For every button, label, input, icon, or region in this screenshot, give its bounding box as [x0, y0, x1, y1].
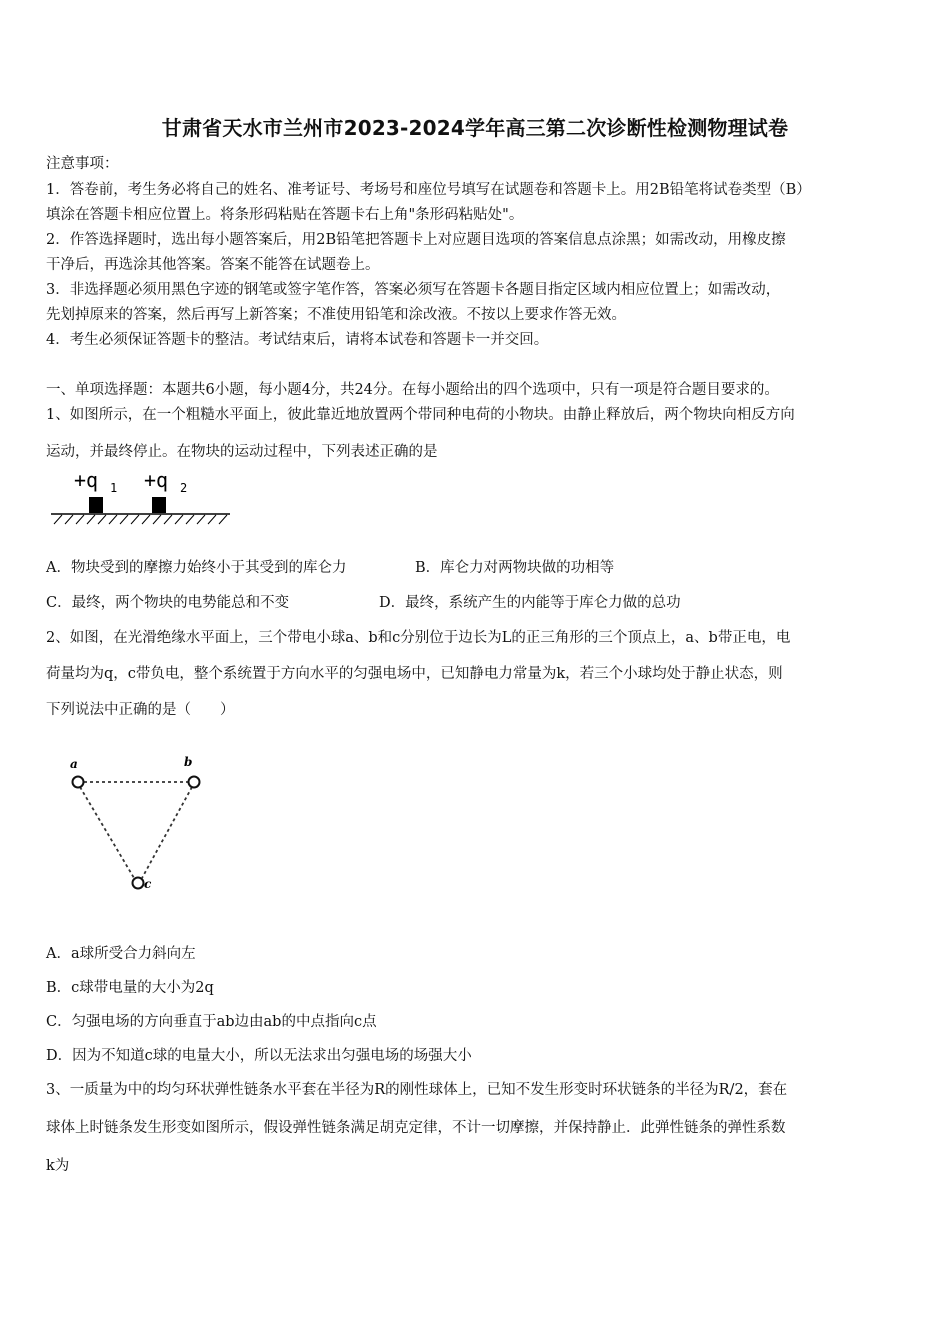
ground-hatching: [54, 515, 227, 524]
notice-line: 4．考生必须保证答题卡的整洁。考试结束后，请将本试卷和答题卡一并交回。: [46, 332, 549, 348]
q1-option-d[interactable]: D．最终，系统产生的内能等于库仑力做的总功: [379, 595, 681, 611]
q1-label-q2: +q: [144, 468, 169, 492]
q1-sub-q1: 1: [110, 481, 118, 495]
ball-b: [189, 777, 200, 788]
ball-a: [73, 777, 84, 788]
page-title: 甘肃省天水市兰州市2023-2024学年高三第二次诊断性检测物理试卷: [161, 116, 789, 140]
q3-stem-line: k为: [46, 1158, 70, 1174]
notice-heading: 注意事项：: [46, 156, 119, 172]
q3-stem-line: 球体上时链条发生形变如图所示，假设弹性链条满足胡克定律，不计一切摩擦，并保持静止．此弹性链条的弹性系数: [46, 1120, 786, 1136]
q1-option-a[interactable]: A．物块受到的摩擦力始终小于其受到的库仑力: [46, 560, 347, 576]
q1-stem-line: 运动，并最终停止。在物块的运动过程中，下列表述正确的是: [46, 444, 438, 460]
label-a: a: [70, 757, 78, 771]
block-q2: [152, 497, 166, 513]
q2-option-d[interactable]: D．因为不知道c球的电量大小，所以无法求出匀强电场的场强大小: [46, 1048, 472, 1064]
q2-stem-line: 下列说法中正确的是（ ）: [46, 702, 235, 718]
q1-option-c[interactable]: C．最终，两个物块的电势能总和不变: [46, 595, 290, 611]
q3-stem-line: 3、一质量为中的均匀环状弹性链条水平套在半径为R的刚性球体上，已知不发生形变时环状链条的半径为R/2，套在: [46, 1082, 788, 1098]
edge-bc: [142, 787, 192, 878]
q2-stem-line: 荷量均为q，c带负电，整个系统置于方向水平的匀强电场中，已知静电力常量为k，若三个小球均处于静止状态，则: [46, 666, 783, 682]
notice-line: 填涂在答题卡相应位置上。将条形码粘贴在答题卡右上角"条形码粘贴处"。: [46, 207, 524, 223]
edge-ac: [80, 787, 134, 878]
q1-option-b[interactable]: B．库仑力对两物块做的功相等: [415, 560, 615, 576]
q2-figure: [64, 754, 214, 894]
notice-line: 先划掉原来的答案，然后再写上新答案；不准使用铅笔和涂改液。不按以上要求作答无效。: [46, 307, 626, 323]
q1-label-q1: +q: [74, 468, 99, 492]
q2-stem-line: 2、如图，在光滑绝缘水平面上，三个带电小球a、b和c分别位于边长为L的正三角形的三个顶点上，a、b带正电，电: [46, 630, 791, 646]
q2-option-a[interactable]: A．a球所受合力斜向左: [46, 946, 196, 962]
q2-option-c[interactable]: C．匀强电场的方向垂直于ab边由ab的中点指向c点: [46, 1014, 377, 1030]
label-b: b: [184, 755, 193, 769]
q2-option-b[interactable]: B．c球带电量的大小为2q: [46, 980, 214, 996]
block-q1: [89, 497, 103, 513]
label-c: c: [144, 877, 152, 891]
q1-figure: [50, 468, 235, 528]
notice-line: 1．答卷前，考生务必将自己的姓名、准考证号、考场号和座位号填写在试题卷和答题卡上。用2B铅笔将试卷类型（B）: [46, 182, 811, 198]
section-heading: 一、单项选择题：本题共6小题，每小题4分，共24分。在每小题给出的四个选项中，只有一项是符合题目要求的。: [46, 382, 779, 398]
ball-c: [133, 878, 144, 889]
notice-line: 干净后，再选涂其他答案。答案不能答在试题卷上。: [46, 257, 380, 273]
notice-line: 2．作答选择题时，选出每小题答案后，用2B铅笔把答题卡上对应题目选项的答案信息点涂黑；如需改动，用橡皮擦: [46, 232, 786, 248]
q1-stem-line: 1、如图所示，在一个粗糙水平面上，彼此靠近地放置两个带同种电荷的小物块。由静止释放后，两个物块向相反方向: [46, 407, 795, 423]
notice-line: 3．非选择题必须用黑色字迹的钢笔或签字笔作答，答案必须写在答题卡各题目指定区域内相应位置上；如需改动，: [46, 282, 781, 298]
q1-sub-q2: 2: [180, 481, 188, 495]
